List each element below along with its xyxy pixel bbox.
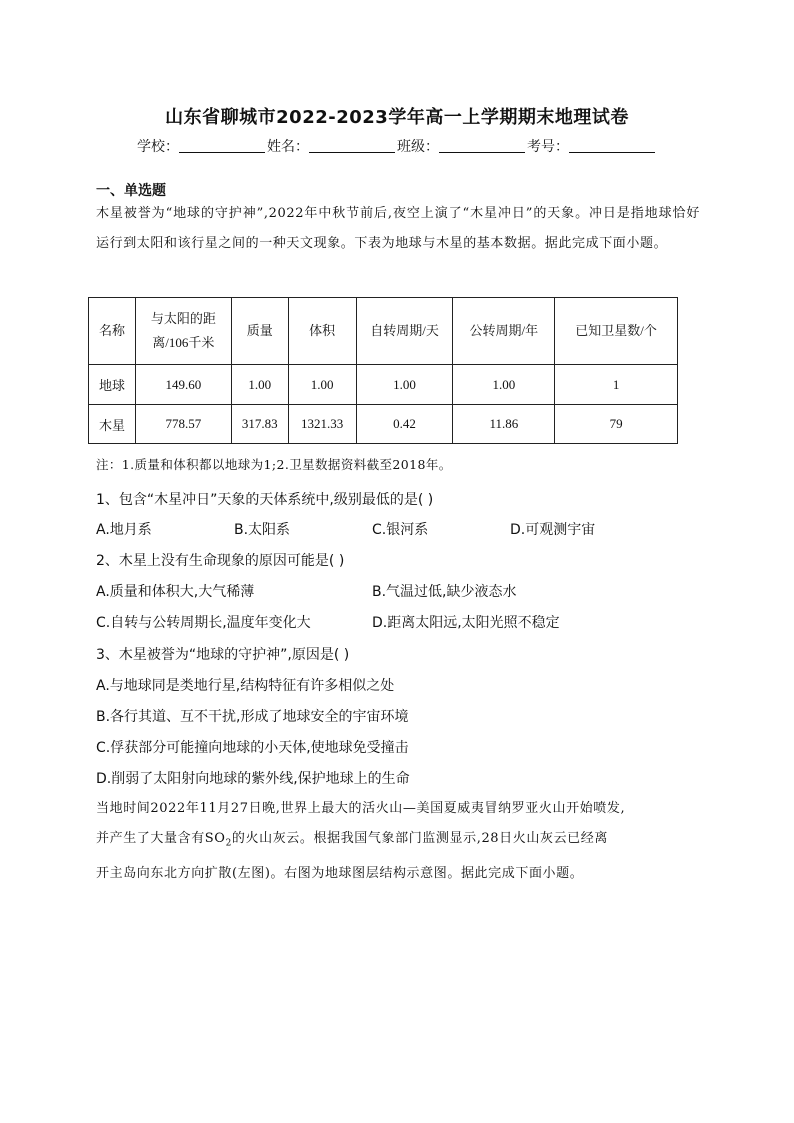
question-1-option-a[interactable]: A.地月系 xyxy=(96,522,152,538)
table-header-cell: 与太阳的距离/106千米 xyxy=(135,298,231,365)
number-field[interactable] xyxy=(569,138,655,153)
name-label: 姓名： xyxy=(267,139,309,155)
question-3-option-d[interactable]: D.削弱了太阳射向地球的紫外线,保护地球上的生命 xyxy=(96,771,410,787)
table-cell: 1.00 xyxy=(356,365,453,405)
table-header-row xyxy=(89,298,678,365)
class-label: 班级： xyxy=(397,139,439,155)
exam-title: 山东省聊城市2022-2023学年高一上学期期末地理试卷 xyxy=(165,107,629,128)
intro2-line-1: 当地时间2022年11月27日晚,世界上最大的活火山—美国夏威夷冒纳罗亚火山开始喷发, xyxy=(96,801,626,816)
number-label: 考号： xyxy=(527,139,569,155)
intro2-line-2-part-b: 的火山灰云。根据我国气象部门监测显示,28日火山灰云已经离 xyxy=(231,831,608,846)
intro-paragraph-1 xyxy=(96,199,700,259)
question-2-option-b[interactable]: B.气温过低,缺少液态水 xyxy=(372,584,517,600)
question-2-option-d[interactable]: D.距离太阳远,太阳光照不稳定 xyxy=(372,615,560,631)
table-note: 注：1.质量和体积都以地球为1;2.卫星数据资料截至2018年。 xyxy=(96,457,452,472)
earth-jupiter-table xyxy=(88,297,678,444)
table-header-cell: 质量 xyxy=(231,298,288,365)
table-header-cell: 自转周期/天 xyxy=(356,298,453,365)
table-row xyxy=(89,365,678,405)
table-cell: 79 xyxy=(555,405,678,444)
table-cell: 149.60 xyxy=(135,365,231,405)
intro-paragraph-2 xyxy=(96,794,700,889)
question-2-stem: 2、木星上没有生命现象的原因可能是( ) xyxy=(96,553,345,569)
intro-text: 木星被誉为“地球的守护神”,2022年中秋节前后,夜空上演了“木星冲日”的天象。冲日是指地球恰好运行到太阳和该行星之间的一种天文现象。下表为地球与木星的基本数据。据此完成下面小题。 xyxy=(96,206,700,251)
table-cell: 778.57 xyxy=(135,405,231,444)
student-info-line xyxy=(0,136,794,156)
question-1-option-b[interactable]: B.太阳系 xyxy=(234,522,291,538)
table-cell: 地球 xyxy=(89,365,136,405)
school-field[interactable] xyxy=(179,138,265,153)
intro2-line-2-part-a: 并产生了大量含有SO xyxy=(96,831,226,846)
school-label: 学校： xyxy=(137,139,179,155)
intro2-line-3: 开主岛向东北方向扩散(左图)。右图为地球图层结构示意图。据此完成下面小题。 xyxy=(96,865,584,881)
question-3-option-a[interactable]: A.与地球同是类地行星,结构特征有许多相似之处 xyxy=(96,678,395,694)
question-3-option-c[interactable]: C.俘获部分可能撞向地球的小天体,使地球免受撞击 xyxy=(96,740,409,756)
question-2-option-c[interactable]: C.自转与公转周期长,温度年变化大 xyxy=(96,615,311,631)
table-header-cell: 已知卫星数/个 xyxy=(555,298,678,365)
table-header-cell: 公转周期/年 xyxy=(453,298,555,365)
table-cell: 11.86 xyxy=(453,405,555,444)
question-3-option-b[interactable]: B.各行其道、互不干扰,形成了地球安全的宇宙环境 xyxy=(96,709,409,725)
class-field[interactable] xyxy=(439,138,525,153)
table-cell: 1.00 xyxy=(231,365,288,405)
name-field[interactable] xyxy=(309,138,395,153)
table-cell: 1 xyxy=(555,365,678,405)
question-3-stem: 3、木星被誉为“地球的守护神”,原因是( ) xyxy=(96,647,350,663)
section-heading: 一、单选题 xyxy=(96,183,166,199)
table-header-cell: 体积 xyxy=(288,298,356,365)
table-cell: 木星 xyxy=(89,405,136,444)
question-1-option-c[interactable]: C.银河系 xyxy=(372,522,429,538)
so2-subscript: 2 xyxy=(225,838,232,849)
table-cell: 1.00 xyxy=(453,365,555,405)
table-cell: 1321.33 xyxy=(288,405,356,444)
question-1-stem: 1、包含“木星冲日”天象的天体系统中,级别最低的是( ) xyxy=(96,492,434,508)
question-1-option-d[interactable]: D.可观测宇宙 xyxy=(510,522,596,538)
table-cell: 317.83 xyxy=(231,405,288,444)
table-header-cell: 名称 xyxy=(89,298,136,365)
intro2-line-2 xyxy=(96,824,700,859)
table-row xyxy=(89,405,678,444)
table-cell: 1.00 xyxy=(288,365,356,405)
question-2-option-a[interactable]: A.质量和体积大,大气稀薄 xyxy=(96,584,255,600)
table-cell: 0.42 xyxy=(356,405,453,444)
